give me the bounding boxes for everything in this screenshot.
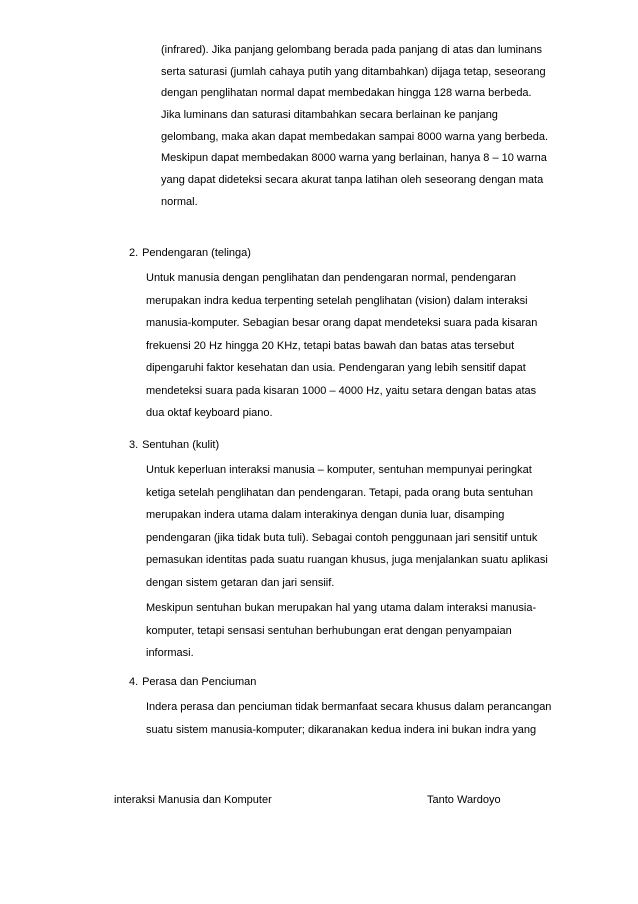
text-line: frekuensi 20 Hz hingga 20 KHz, tetapi batas bawah dan batas atas tersebut (146, 339, 515, 352)
text-line: ketiga setelah penglihatan dan pendengaran. Tetapi, pada orang buta sentuhan (146, 486, 533, 499)
section-sentuhan (129, 435, 559, 665)
section-number: 2. (129, 247, 139, 259)
section-number: 4. (129, 676, 139, 688)
text-line: Meskipun dapat membedakan 8000 warna yang berlainan, hanya 8 – 10 warna (161, 152, 547, 165)
continuation-paragraph (161, 40, 561, 214)
text-line: dengan penglihatan normal dapat membedakan hingga 128 warna berbeda. (161, 87, 532, 100)
text-line: Untuk keperluan interaksi manusia – komputer, sentuhan mempunyai peringkat (146, 464, 532, 476)
text-line: pendengaran (jika tidak buta tuli). Sebagai contoh penggunaan jari sensitif untuk (146, 531, 538, 544)
text-line: merupakan indera utama dalam interakinya dengan dunia luar, disamping (146, 509, 505, 521)
text-line: normal. (161, 195, 198, 208)
section-heading (129, 435, 559, 455)
paragraph (146, 696, 559, 741)
section-perasa-penciuman (129, 672, 559, 741)
text-line: Jika luminans dan saturasi ditambahkan secara berlainan ke panjang (161, 109, 498, 122)
text-line: dipengaruhi faktor kesehatan dan usia. Pendengaran yang lebih sensitif dapat (146, 362, 526, 374)
footer-author: Tanto Wardoyo (427, 794, 501, 806)
text-line: Untuk manusia dengan penglihatan dan pendengaran normal, pendengaran (146, 272, 517, 284)
text-line: suatu sistem manusia-komputer; dikaranakan kedua indera ini bukan indra yang (146, 723, 537, 736)
text-line: mendeteksi suara pada kisaran 1000 – 4000 Hz, yaitu setara dengan batas atas (146, 384, 537, 397)
text-line: dua oktaf keyboard piano. (146, 407, 273, 419)
paragraph (146, 597, 559, 665)
text-line: (infrared). Jika panjang gelombang berada pada panjang di atas dan luminans (161, 44, 542, 56)
section-heading (129, 672, 559, 692)
text-line: informasi. (146, 647, 194, 659)
text-line: pemasukan identitas pada suatu ruangan khusus, juga menjalankan suatu aplikasi (146, 554, 548, 566)
section-heading (129, 243, 559, 263)
text-line: merupakan indra kedua terpenting setelah penglihatan (vision) dalam interaksi (146, 294, 528, 307)
paragraph (146, 267, 559, 425)
text-line: Meskipun sentuhan bukan merupakan hal yang utama dalam interaksi manusia- (146, 602, 537, 614)
text-line: manusia-komputer. Sebagian besar orang dapat mendeteksi suara pada kisaran (146, 317, 538, 329)
section-title: Sentuhan (kulit) (142, 439, 220, 451)
text-line: gelombang, maka akan dapat membedakan sampai 8000 warna yang berbeda. (161, 130, 549, 143)
page-footer (114, 790, 514, 810)
text-line: serta saturasi (jumlah cahaya putih yang ditambahkan) dijaga tetap, seseorang (161, 65, 546, 78)
section-title: Pendengaran (telinga) (142, 247, 251, 259)
section-title: Perasa dan Penciuman (142, 676, 257, 688)
text-line: Indera perasa dan penciuman tidak bermanfaat secara khusus dalam perancangan (146, 701, 552, 713)
text-line: komputer, tetapi sensasi sentuhan berhubungan erat dengan penyampaian (146, 624, 512, 637)
section-pendengaran (129, 243, 559, 425)
section-number: 3. (129, 439, 139, 451)
text-line: dengan sistem getaran dan jari sensiif. (146, 576, 335, 589)
text-line: yang dapat dideteksi secara akurat tanpa latihan oleh seseorang dengan mata (161, 174, 544, 187)
paragraph (146, 459, 559, 594)
footer-course-title: interaksi Manusia dan Komputer (114, 794, 272, 806)
